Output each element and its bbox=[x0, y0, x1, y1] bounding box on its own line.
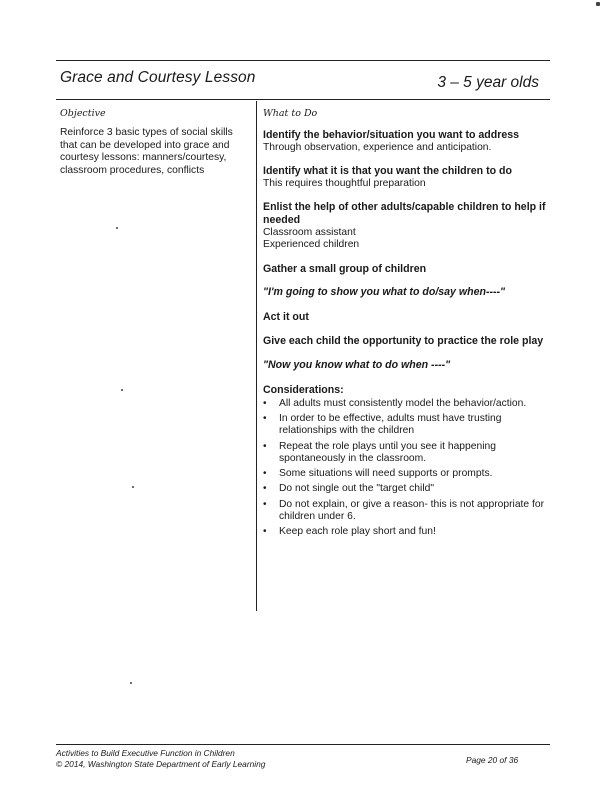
objective-heading: Objective bbox=[60, 108, 106, 119]
step-enlist-help bbox=[263, 201, 548, 251]
step-title: Gather a small group of children bbox=[263, 262, 427, 275]
column-divider bbox=[256, 101, 257, 611]
list-item-text: All adults must consistently model the behavior/action. bbox=[279, 397, 527, 409]
lesson-title: Grace and Courtesy Lesson bbox=[60, 69, 256, 86]
list-item-text: Do not explain, or give a reason- this is not appropriate for children under 6. bbox=[279, 498, 545, 523]
list-item-text: Repeat the role plays until you see it happening spontaneously in the classroom. bbox=[279, 440, 496, 465]
step-identify-behavior bbox=[263, 129, 548, 154]
scan-mark bbox=[596, 2, 600, 6]
step-title: Identify the behavior/situation you want to address bbox=[263, 129, 520, 141]
list-item-text: In order to be effective, adults must have trusting relationships with the children bbox=[279, 412, 502, 437]
bullet-icon: • bbox=[263, 526, 267, 538]
objective-column bbox=[60, 108, 250, 177]
list-item bbox=[263, 441, 548, 466]
page-number: Page 20 of 36 bbox=[466, 755, 519, 765]
script-line-now-you-know: "Now you know what to do when ----" bbox=[263, 358, 451, 371]
list-item bbox=[263, 499, 548, 524]
bullet-icon: • bbox=[263, 498, 267, 510]
script-line-show: "I'm going to show you what to do/say when----" bbox=[263, 286, 506, 299]
scan-speck bbox=[116, 227, 118, 229]
step-title: Act it out bbox=[263, 311, 309, 324]
considerations-list bbox=[263, 398, 548, 540]
list-item bbox=[263, 413, 548, 438]
footer-line: © 2014, Washington State Department of Early Learning bbox=[56, 759, 266, 769]
what-to-do-heading: What to Do bbox=[263, 108, 318, 119]
header-rule bbox=[56, 99, 550, 100]
footer-rule bbox=[56, 744, 550, 745]
bullet-icon: • bbox=[263, 440, 267, 452]
bullet-icon: • bbox=[263, 412, 267, 424]
step-identify-target bbox=[263, 165, 548, 190]
list-item-text: Keep each role play short and fun! bbox=[279, 526, 436, 538]
list-item bbox=[263, 398, 548, 411]
considerations-title: Considerations: bbox=[263, 383, 344, 396]
list-item-text: Do not single out the "target child" bbox=[279, 483, 434, 495]
bullet-icon: • bbox=[263, 483, 267, 495]
lesson-header bbox=[60, 68, 545, 92]
bullet-icon: • bbox=[263, 397, 267, 409]
step-detail: Through observation, experience and anticipation. bbox=[263, 141, 492, 153]
list-item bbox=[263, 483, 548, 496]
bullet-icon: • bbox=[263, 468, 267, 480]
step-detail: Classroom assistant bbox=[263, 226, 356, 238]
footer-line: Activities to Build Executive Function in Children bbox=[56, 748, 235, 758]
scan-speck bbox=[132, 486, 134, 488]
step-detail: Experienced children bbox=[263, 239, 360, 251]
step-gather-group bbox=[263, 263, 548, 276]
list-item bbox=[263, 468, 548, 481]
step-detail: This requires thoughtful preparation bbox=[263, 177, 426, 189]
scan-speck bbox=[130, 682, 132, 684]
step-practice bbox=[263, 335, 548, 348]
step-act-it-out bbox=[263, 311, 548, 324]
age-group-label: 3 – 5 year olds bbox=[437, 74, 539, 91]
objective-text: Reinforce 3 basic types of social skills that can be developed into grace and courtesy lessons: manners/courtesy, classroom procedures, conflicts bbox=[60, 127, 233, 176]
list-item-text: Some situations will need supports or prompts. bbox=[279, 468, 493, 480]
scan-speck bbox=[121, 389, 123, 391]
footer-credits bbox=[56, 748, 265, 770]
what-to-do-column bbox=[263, 108, 548, 542]
step-title: Identify what it is that you want the children to do bbox=[263, 165, 512, 178]
step-title: Give each child the opportunity to practice the role play bbox=[263, 334, 544, 347]
top-rule bbox=[56, 60, 550, 61]
list-item bbox=[263, 526, 548, 539]
step-title: Enlist the help of other adults/capable children to help if needed bbox=[263, 201, 546, 226]
